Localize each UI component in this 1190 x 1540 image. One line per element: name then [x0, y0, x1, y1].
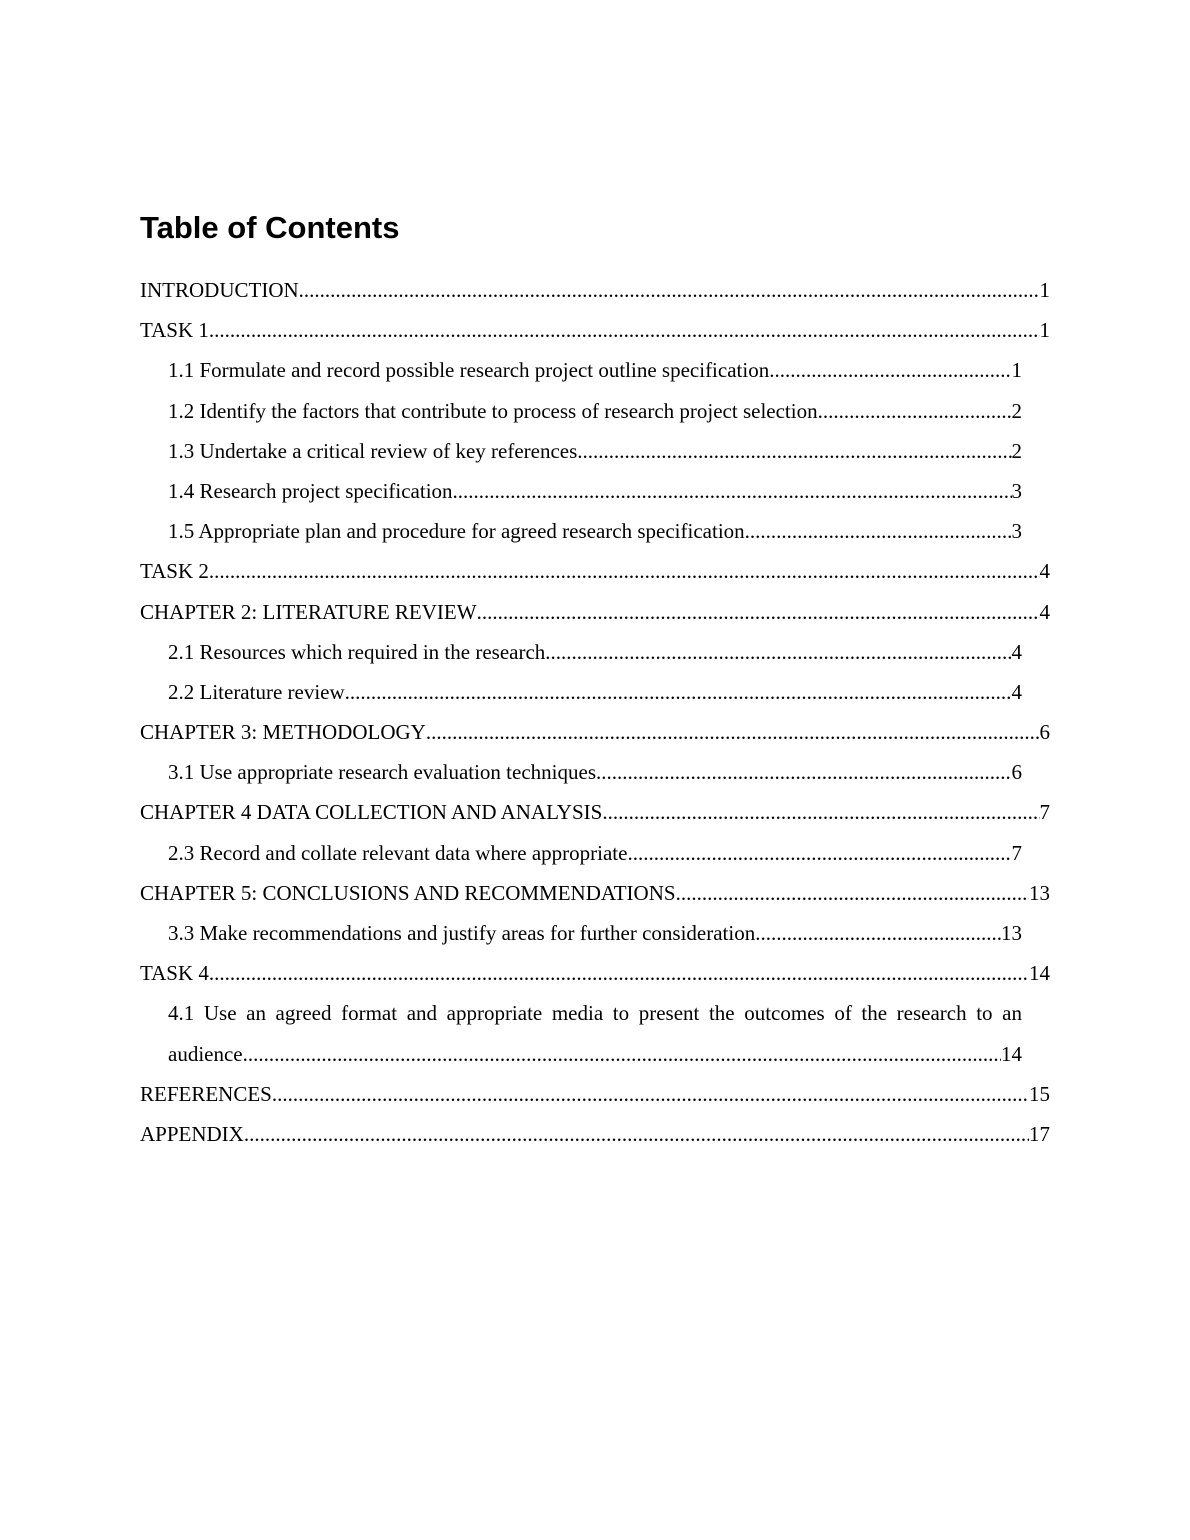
toc-page-number: 4 [1039, 559, 1050, 584]
dot-leader [243, 1034, 1001, 1074]
dot-leader [209, 310, 1040, 350]
toc-entry-line2 [168, 1034, 1022, 1074]
toc-entry[interactable] [140, 431, 1050, 471]
toc-entry[interactable] [140, 913, 1050, 953]
toc-entry-label: 3.3 Make recommendations and justify areas for further consideration [168, 921, 756, 945]
toc-page-number: 1 [1039, 278, 1050, 302]
toc-entry[interactable] [140, 551, 1050, 591]
toc-entry-label: CHAPTER 3: METHODOLOGY [140, 720, 426, 745]
dot-leader [596, 752, 1012, 792]
toc-entry-label: 1.5 Appropriate plan and procedure for agreed research specification [168, 519, 745, 544]
dot-leader [818, 391, 1012, 431]
toc-entry-label: TASK 1 [140, 318, 209, 343]
toc-entry-label-continued: audience [168, 1041, 243, 1066]
toc-entry-label: 3.1 Use appropriate research evaluation techniques [168, 760, 596, 785]
dot-leader [209, 953, 1029, 993]
toc-entry-label: 1.4 Research project specification [168, 478, 453, 503]
toc-entry[interactable] [140, 752, 1050, 792]
toc-entry-label: CHAPTER 5: CONCLUSIONS AND RECOMMENDATIONS [140, 880, 676, 905]
dot-leader [244, 1114, 1029, 1154]
toc-entry[interactable] [140, 592, 1050, 632]
toc-entry-label: 2.1 Resources which required in the research [168, 639, 546, 664]
toc-entry[interactable] [140, 993, 1050, 1073]
toc-entry[interactable] [140, 310, 1050, 350]
toc-entry-label: 1.3 Undertake a critical review of key references [168, 438, 578, 463]
dot-leader [577, 431, 1011, 471]
toc-entry[interactable] [140, 672, 1050, 712]
toc-entry-label: APPENDIX [140, 1121, 244, 1146]
toc-entry-label: 2.2 Literature review [168, 679, 345, 704]
toc-entry[interactable] [140, 391, 1050, 431]
toc-page-number: 4 [1011, 679, 1022, 704]
toc-entry[interactable] [140, 511, 1050, 551]
toc-page-number: 14 [1001, 1041, 1022, 1066]
toc-page-number: 13 [1029, 880, 1050, 905]
toc-entry-label: CHAPTER 4 DATA COLLECTION AND ANALYSIS [140, 800, 603, 825]
dot-leader [745, 511, 1012, 551]
dot-leader [755, 913, 1001, 953]
dot-leader [627, 833, 1011, 873]
toc-page-number: 3 [1011, 519, 1022, 544]
toc-entry[interactable] [140, 350, 1050, 390]
toc-page-number: 15 [1029, 1081, 1050, 1106]
toc-entry-label: 2.3 Record and collate relevant data where appropriate [168, 840, 628, 865]
toc-page-number: 1 [1011, 358, 1022, 383]
toc-entry-label: 1.1 Formulate and record possible research project outline specification [168, 358, 770, 383]
toc-page-number: 1 [1039, 318, 1050, 343]
dot-leader [426, 712, 1040, 752]
toc-entry-label: CHAPTER 2: LITERATURE REVIEW [140, 599, 477, 624]
toc-entry[interactable] [140, 873, 1050, 913]
dot-leader [602, 792, 1039, 832]
toc-page-number: 7 [1011, 840, 1022, 865]
toc-list [140, 270, 1050, 1154]
toc-entry[interactable] [140, 270, 1050, 310]
toc-entry[interactable] [140, 471, 1050, 511]
toc-page-number: 4 [1039, 599, 1050, 624]
toc-entry[interactable] [140, 712, 1050, 752]
toc-entry[interactable] [140, 632, 1050, 672]
toc-entry[interactable] [140, 953, 1050, 993]
toc-page-number: 3 [1011, 478, 1022, 503]
dot-leader [477, 592, 1040, 632]
toc-page-number: 17 [1029, 1121, 1050, 1146]
toc-entry-label: REFERENCES [140, 1081, 272, 1106]
dot-leader [345, 672, 1012, 712]
toc-page-number: 7 [1039, 800, 1050, 825]
toc-entry[interactable] [140, 1074, 1050, 1114]
toc-title: Table of Contents [140, 210, 400, 245]
dot-leader [676, 873, 1029, 913]
dot-leader [453, 471, 1012, 511]
toc-entry[interactable] [140, 833, 1050, 873]
toc-page-number: 13 [1001, 921, 1022, 945]
dot-leader [769, 350, 1011, 390]
toc-page-number: 2 [1011, 398, 1022, 423]
toc-entry-label: 1.2 Identify the factors that contribute to process of research project selection [168, 398, 818, 423]
toc-page-number: 14 [1029, 961, 1050, 986]
toc-entry[interactable] [140, 1114, 1050, 1154]
dot-leader [299, 270, 1040, 310]
toc-entry-label: TASK 2 [140, 559, 209, 584]
dot-leader [272, 1074, 1029, 1114]
toc-page-number: 6 [1011, 760, 1022, 785]
toc-page-number: 2 [1011, 438, 1022, 463]
toc-entry-label: 4.1 Use an agreed format and appropriate media to present the outcomes of the research to an [168, 1001, 1022, 1026]
toc-page-number: 4 [1011, 639, 1022, 664]
toc-entry[interactable] [140, 792, 1050, 832]
dot-leader [209, 551, 1040, 591]
toc-page-number: 6 [1039, 720, 1050, 745]
toc-entry-label: TASK 4 [140, 961, 209, 986]
dot-leader [545, 632, 1011, 672]
toc-entry-label: INTRODUCTION [140, 278, 299, 302]
